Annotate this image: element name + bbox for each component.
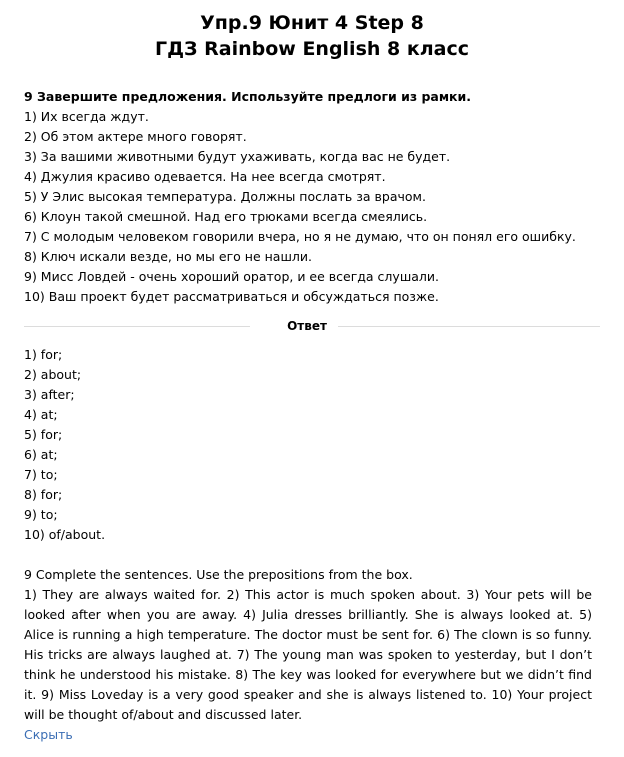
task-sentence: 5) У Элис высокая температура. Должны послать за врачом.	[24, 189, 426, 204]
task-sentence: 6) Клоун такой смешной. Над его трюками всегда смеялись.	[24, 209, 428, 224]
english-heading: 9 Complete the sentences. Use the prepositions from the box.	[24, 567, 413, 582]
hide-link[interactable]: Скрыть	[24, 727, 73, 742]
page-title	[0, 10, 624, 62]
answer-item: 8) for;	[24, 487, 63, 502]
task-sentence: 3) За вашими животными будут ухаживать, когда вас не будет.	[24, 149, 451, 164]
answer-label: Ответ	[287, 319, 327, 333]
task-sentence: 10) Ваш проект будет рассматриваться и обсуждаться позже.	[24, 289, 439, 304]
task-sentence: 8) Ключ искали везде, но мы его не нашли.	[24, 249, 312, 264]
task-sentence: 2) Об этом актере много говорят.	[24, 129, 247, 144]
main-content	[24, 87, 600, 745]
answer-item: 10) of/about.	[24, 527, 106, 542]
task-sentence: 9) Мисс Ловдей - очень хороший оратор, и ее всегда слушали.	[24, 269, 440, 284]
answer-list	[24, 345, 600, 545]
divider-line-right	[338, 326, 600, 327]
task-sentence: 4) Джулия красиво одевается. На нее всегда смотрят.	[24, 169, 386, 184]
task-sentence: 7) С молодым человеком говорили вчера, но я не думаю, что он понял его ошибку.	[24, 229, 576, 244]
answer-item: 7) to;	[24, 467, 58, 482]
page-title-line-1: Упр.9 Юнит 4 Step 8	[200, 12, 424, 34]
answer-item: 4) at;	[24, 407, 58, 422]
task-sentence: 1) Их всегда ждут.	[24, 109, 149, 124]
answer-item: 6) at;	[24, 447, 58, 462]
task-heading: 9 Завершите предложения. Используйте предлоги из рамки.	[24, 89, 472, 104]
answer-item: 2) about;	[24, 367, 82, 382]
answer-item: 9) to;	[24, 507, 58, 522]
english-text: 1) They are always waited for. 2) This actor is much spoken about. 3) Your pets will be looked after when you are away. 4) Julia dresses brilliantly. She is always looked at. 5) Alice is running a high temperature. The doctor must be sent for. 6) The clown is so funny. His tricks are always laughed at. 7) The young man was spoken to yesterday, but I don’t think he understood his mistake. 8) The key was looked for everywhere but we didn’t find it. 9) Miss Loveday is a very good speaker and she is always listened to. 10) Your project will be thought of/about and discussed later.	[24, 587, 592, 722]
page-title-line-2: ГДЗ Rainbow English 8 класс	[154, 38, 470, 60]
answer-item: 5) for;	[24, 427, 63, 442]
english-block	[24, 565, 600, 745]
answer-item: 3) after;	[24, 387, 75, 402]
answer-divider	[24, 316, 600, 336]
answer-item: 1) for;	[24, 347, 63, 362]
task-sentence-list	[24, 107, 600, 307]
